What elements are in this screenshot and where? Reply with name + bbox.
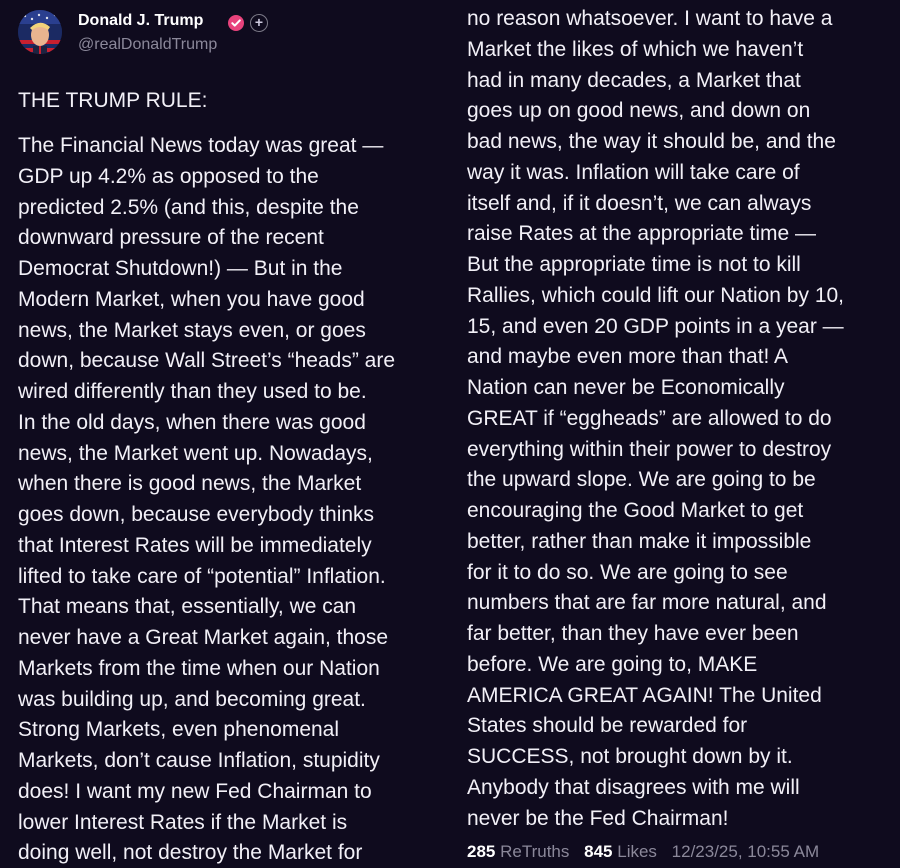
post-text-line: never have a Great Market again, those — [18, 626, 389, 649]
post-text-line: goes up on good news, and down on — [467, 99, 811, 123]
post-text-line: Market the likes of which we haven’t — [467, 37, 804, 61]
post-text-line: Markets, don’t cause Inflation, stupidity — [18, 749, 380, 772]
post-text-line: Strong Markets, even phenomenal — [18, 718, 340, 742]
post-text-line: goes down, because everybody thinks — [18, 503, 375, 526]
post-text-line: GREAT if “eggheads” are allowed to do — [467, 406, 832, 430]
post-text-line: predicted 2.5% (and this, despite the — [18, 195, 359, 219]
plus-icon[interactable]: + — [250, 14, 268, 32]
post-text-line: when there is good news, the Market — [18, 472, 362, 496]
post-text-line: lower Interest Rates if the Market is — [18, 810, 348, 834]
post-text-line: Markets from the time when our Nation — [18, 656, 380, 680]
post-timestamp[interactable]: 12/23/25, 10:55 AM — [671, 842, 820, 861]
post-text-line: news, the Market stays even, or goes — [18, 318, 366, 342]
post-text-line: down, because Wall Street’s “heads” are — [18, 349, 396, 373]
post-stats — [467, 842, 819, 862]
post-text-line: doing well, not destroy the Market for — [18, 841, 363, 865]
post-text-line: Anybody that disagrees with me will — [467, 775, 800, 799]
post-text-line: before. We are going to, MAKE — [467, 652, 758, 676]
post-text-line: SUCCESS, not brought down by it. — [467, 745, 793, 768]
post-text-line: the upward slope. We are going to be — [467, 468, 816, 492]
retruths-count[interactable]: 285 — [467, 842, 496, 861]
post-text-line: bad news, the way it should be, and the — [467, 130, 836, 153]
verified-badge-icon — [227, 14, 245, 32]
post-header — [18, 8, 438, 60]
post-text-line: way it was. Inflation will take care of — [467, 160, 800, 184]
post-text-line: wired differently than they used to be. — [18, 380, 367, 403]
post-text-line: encouraging the Good Market to get — [467, 499, 804, 522]
post-text-line: Rallies, which could lift our Nation by 10, — [467, 283, 845, 307]
post-text-line: GDP up 4.2% as opposed to the — [18, 164, 319, 188]
post-text-line: In the old days, when there was good — [18, 410, 366, 434]
post-body-right — [467, 4, 844, 834]
author-name[interactable]: Donald J. Trump — [78, 12, 204, 29]
likes-count[interactable]: 845 — [584, 842, 613, 861]
post-text-line: no reason whatsoever. I want to have a — [467, 7, 833, 30]
author-handle[interactable]: @realDonaldTrump — [78, 36, 218, 53]
post-text-line: and maybe even more than that! A — [467, 345, 789, 369]
post-text-line: But the appropriate time is not to kill — [467, 253, 801, 276]
post-text-line: never be the Fed Chairman! — [467, 806, 729, 830]
post-text-line: better, rather than make it impossible — [467, 529, 812, 553]
post-text-line: numbers that are far more natural, and — [467, 591, 827, 615]
post-body-left — [18, 131, 395, 868]
post-text-line: that Interest Rates will be immediately — [18, 533, 372, 557]
post-text-line: That means that, essentially, we can — [18, 595, 357, 619]
post-text-line: lifted to take care of “potential” Inflation. — [18, 564, 386, 588]
retruths-label[interactable]: ReTruths — [500, 842, 570, 861]
post-text-line: for it to do so. We are going to see — [467, 560, 788, 584]
post-text-line: had in many decades, a Market that — [467, 68, 801, 92]
post-text-line: AMERICA GREAT AGAIN! The United — [467, 683, 822, 707]
post-text-line: everything within their power to destroy — [467, 437, 832, 461]
post-text-line: Modern Market, when you have good — [18, 287, 365, 311]
avatar-image — [18, 10, 62, 54]
right-panel — [450, 0, 900, 868]
post-text-line: far better, than they have ever been — [467, 622, 799, 645]
likes-label[interactable]: Likes — [617, 842, 657, 861]
post-text-line: Democrat Shutdown!) — But in the — [18, 257, 343, 280]
post-text-line: was building up, and becoming great. — [18, 687, 366, 711]
post-title: THE TRUMP RULE: — [18, 89, 208, 112]
avatar[interactable] — [18, 10, 62, 54]
post-text-line: 15, and even 20 GDP points in a year — — [467, 314, 844, 338]
post-text-line: itself and, if it doesn’t, we can always — [467, 191, 812, 215]
post-text-line: Nation can never be Economically — [467, 376, 785, 399]
post-text-line: raise Rates at the appropriate time — — [467, 222, 817, 246]
post-text-line: downward pressure of the recent — [18, 226, 324, 250]
post-text-line: The Financial News today was great — — [18, 134, 384, 157]
post-text-line: news, the Market went up. Nowadays, — [18, 441, 373, 465]
post-text-line: States should be rewarded for — [467, 714, 748, 738]
post-text-line: does! I want my new Fed Chairman to — [18, 779, 372, 803]
